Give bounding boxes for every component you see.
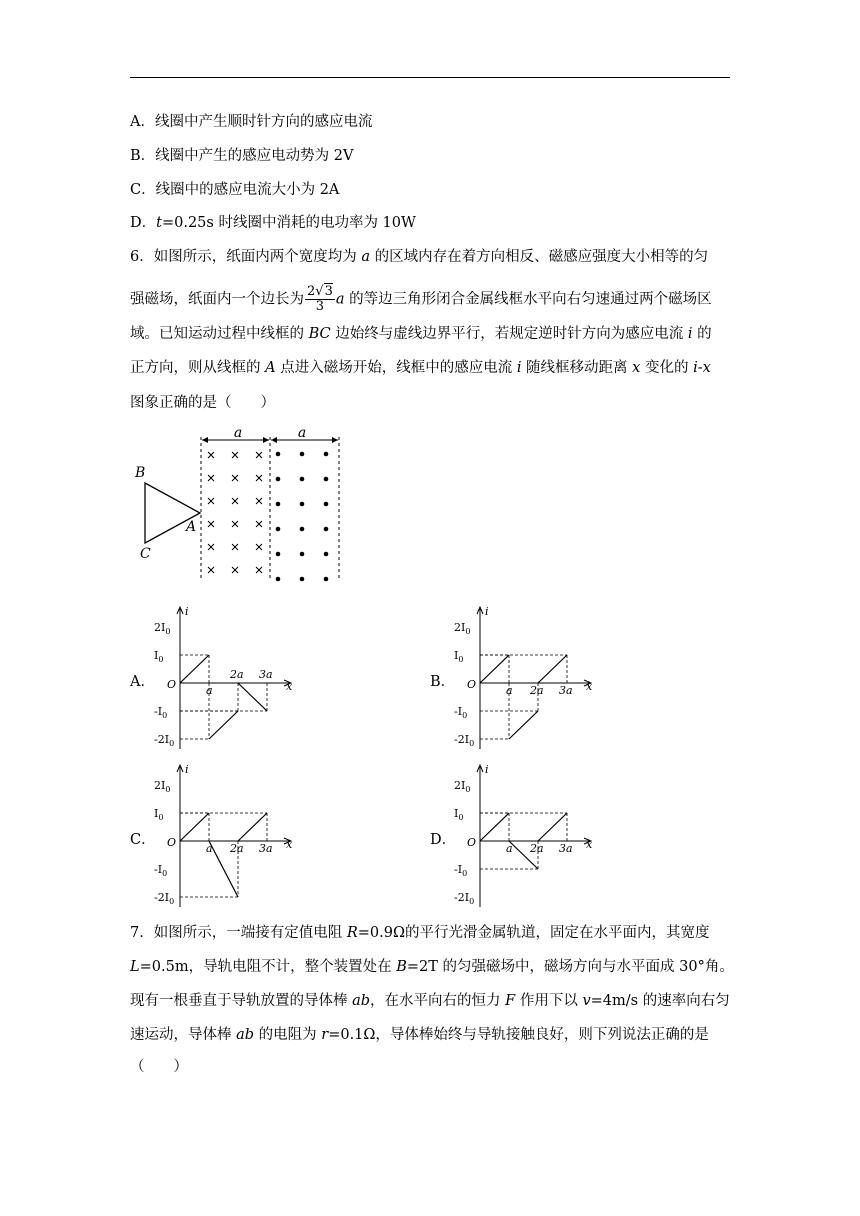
q6-line-4: 正方向，则从线框的 A 点进入磁场开始，线框中的感应电流 i 随线框移动距离 x 变化的 i-x <box>130 360 711 376</box>
current-segment <box>238 813 267 841</box>
x-tick-label: 2a <box>230 842 244 855</box>
x-axis-label: x <box>286 680 293 693</box>
origin-label: O <box>467 678 477 691</box>
current-segment <box>538 813 567 841</box>
y-tick-label: $I_0$ <box>154 649 164 664</box>
q7-line-3: 现有一根垂直于导轨放置的导体棒 ab，在水平向右的恒力 F 作用下以 v=4m/s 的速率向右匀 <box>130 993 730 1009</box>
x-axis-label: x <box>286 838 293 851</box>
current-segment <box>509 711 538 739</box>
q5-option-b: B．线圈中产生的感应电动势为 2V <box>130 148 354 164</box>
vertex-b-label: B <box>135 465 146 481</box>
y-tick-label: $-2I_0$ <box>454 891 475 906</box>
x-tick-label: 3a <box>559 842 573 855</box>
y-axis-label: i <box>185 763 189 776</box>
q7-line-4: 速运动，导体棒 ab 的电阻为 r=0.1Ω，导体棒始终与导轨接触良好，则下列说法正确的是 <box>130 1027 709 1043</box>
graph-option-d-label: D． <box>430 832 457 848</box>
q6-line-5: 图象正确的是（ ） <box>130 395 275 411</box>
field-into-page-crosses <box>208 452 262 573</box>
graph-option-c <box>150 761 310 911</box>
y-tick-label: $I_0$ <box>454 807 464 822</box>
width-label-1: a <box>233 425 243 441</box>
q5-option-c: C．线圈中的感应电流大小为 2A <box>130 182 340 198</box>
y-axis-label: i <box>485 605 489 618</box>
fraction-2sqrt3-over-3: $\frac{2√3}{3}$ <box>307 284 333 314</box>
x-axis-label: x <box>586 838 593 851</box>
y-tick-label: $-I_0$ <box>454 863 468 878</box>
x-tick-label: 2a <box>230 668 244 681</box>
origin-label: O <box>467 836 477 849</box>
q6-line-3: 域。已知运动过程中线框的 BC 边始终与虚线边界平行，若规定逆时针方向为感应电流 i 的 <box>130 326 712 342</box>
magnetic-field-figure <box>130 425 350 590</box>
q5-option-d: D．t=0.25s 时线圈中消耗的电功率为 10W <box>130 215 416 231</box>
y-tick-label: $-I_0$ <box>154 863 168 878</box>
x-tick-label: 3a <box>559 684 573 697</box>
header-rule <box>130 77 730 78</box>
y-tick-label: $-2I_0$ <box>154 733 175 748</box>
y-tick-label: $-2I_0$ <box>154 891 175 906</box>
x-tick-label: 2a <box>530 684 544 697</box>
current-segment <box>180 813 209 841</box>
q7-line-1: 7．如图所示，一端接有定值电阻 R=0.9Ω的平行光滑金属轨道，固定在水平面内，其宽度 <box>130 925 710 941</box>
y-tick-label: $-I_0$ <box>154 705 168 720</box>
graph-option-d <box>450 761 610 911</box>
origin-label: O <box>167 678 177 691</box>
field-out-of-page-dots <box>276 452 329 582</box>
x-tick-label: a <box>206 684 213 697</box>
y-tick-label: $2I_0$ <box>154 621 171 636</box>
width-label-2: a <box>297 425 307 441</box>
q7-line-2: L=0.5m，导轨电阻不计，整个装置处在 B=2T 的匀强磁场中，磁场方向与水平面成 30°角。 <box>130 959 734 975</box>
graph-option-a <box>150 603 310 753</box>
q6-line-1: 6．如图所示，纸面内两个宽度均为 a 的区域内存在着方向相反、磁感应强度大小相等的匀 <box>130 249 709 265</box>
y-axis-label: i <box>185 605 189 618</box>
q6-line-2: 强磁场，纸面内一个边长为 $\frac{2√3}{3}$ a 的等边三角形闭合金属线框水平向右匀速通过两个磁场区 <box>130 284 712 314</box>
current-segment <box>180 655 209 683</box>
current-segment <box>209 711 238 739</box>
y-tick-label: $2I_0$ <box>154 779 171 794</box>
x-tick-label: a <box>506 684 513 697</box>
y-tick-label: $-2I_0$ <box>454 733 475 748</box>
graph-option-b-label: B． <box>430 674 456 690</box>
y-axis-label: i <box>485 763 489 776</box>
current-segment <box>238 683 267 711</box>
q7-line-5: （ ） <box>130 1059 188 1075</box>
current-segment <box>538 655 567 683</box>
x-tick-label: 3a <box>259 668 273 681</box>
vertex-c-label: C <box>140 546 151 562</box>
y-tick-label: $-I_0$ <box>454 705 468 720</box>
vertex-a-label: A <box>186 519 197 535</box>
y-tick-label: $I_0$ <box>154 807 164 822</box>
graph-option-a-label: A． <box>130 674 155 690</box>
y-tick-label: $2I_0$ <box>454 779 471 794</box>
y-tick-label: $2I_0$ <box>454 621 471 636</box>
x-tick-label: a <box>206 842 213 855</box>
x-tick-label: 2a <box>530 842 544 855</box>
y-tick-label: $I_0$ <box>454 649 464 664</box>
current-segment <box>480 655 509 683</box>
x-axis-label: x <box>586 680 593 693</box>
x-tick-label: 3a <box>259 842 273 855</box>
x-tick-label: a <box>506 842 513 855</box>
graph-option-c-label: C． <box>130 832 156 848</box>
origin-label: O <box>167 836 177 849</box>
q5-option-a: A．线圈中产生顺时针方向的感应电流 <box>130 114 373 130</box>
graph-option-b <box>450 603 610 753</box>
current-segment <box>480 813 509 841</box>
